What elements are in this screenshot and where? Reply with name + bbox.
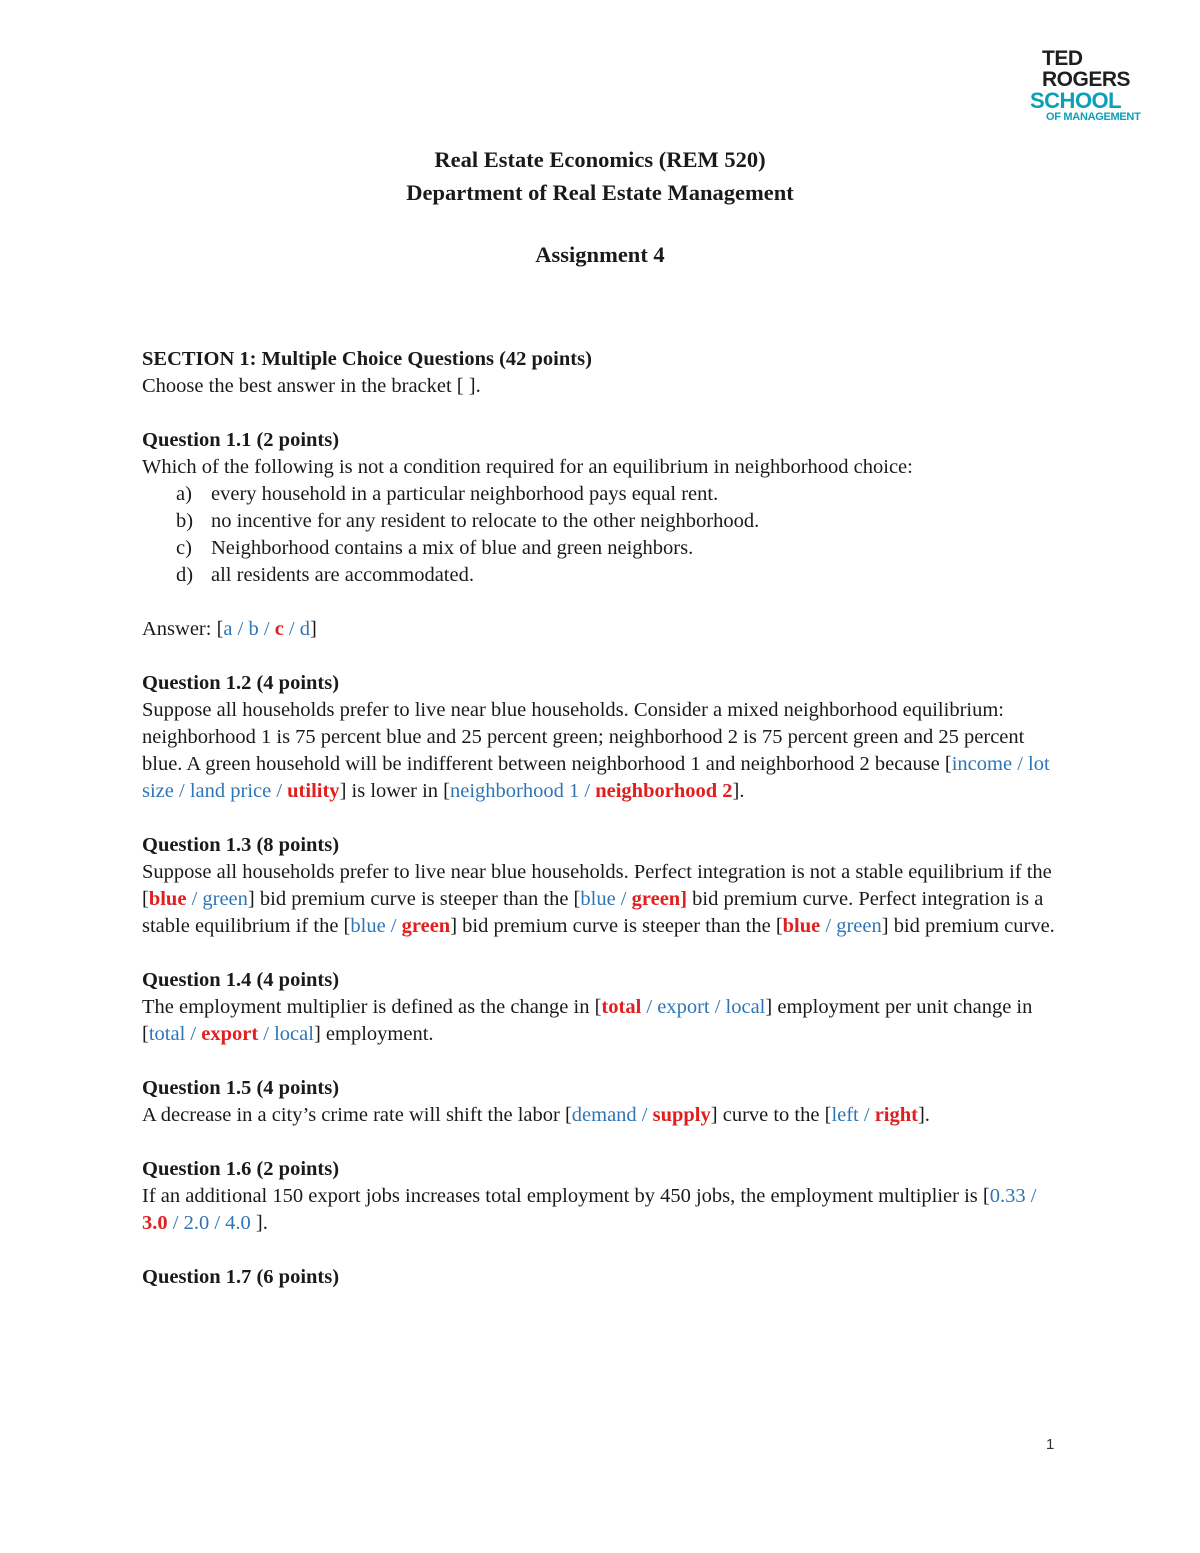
section-instructions: Choose the best answer in the bracket [ ]. [142, 375, 481, 397]
answer-text: supply [652, 1104, 711, 1126]
question-1-2-title: Question 1.2 (4 points) [142, 672, 340, 694]
options-text: / local [258, 1023, 314, 1045]
assignment-title: Assignment 4 [535, 242, 665, 267]
option-label: a) [176, 483, 192, 505]
question-1-6-title: Question 1.6 (2 points) [142, 1158, 340, 1180]
separator: / [232, 618, 249, 640]
options-text: demand / [571, 1104, 653, 1126]
answer-text: right [874, 1104, 918, 1126]
options-text: income / lot size / land price / [142, 753, 1050, 802]
question-text: ] bid premium curve. [881, 915, 1055, 937]
question-text: bid premium curve. Perfect integration is a stable equilibrium if the [ [142, 888, 1044, 937]
answer-text: green] [631, 888, 688, 910]
question-text: ]. [250, 1212, 268, 1234]
school-logo [1030, 48, 1142, 123]
answer-text: export [201, 1023, 259, 1045]
question-text: The employment multiplier is defined as the change in [ [142, 996, 602, 1018]
options-text: neighborhood 1 / [450, 780, 596, 802]
question-text: ] employment per unit change in [ [142, 996, 1033, 1045]
section-heading: SECTION 1: Multiple Choice Questions (42 points) [142, 348, 592, 370]
question-text: ] curve to the [ [710, 1104, 832, 1126]
question-1-7-title: Question 1.7 (6 points) [142, 1266, 340, 1288]
option-label: b) [176, 510, 194, 532]
answer-text: utility [287, 780, 340, 802]
answer-text: neighborhood 2 [595, 780, 733, 802]
logo-line-ted: TED [1042, 47, 1083, 70]
logo-line-rogers: ROGERS [1042, 68, 1131, 91]
question-text: ] employment. [313, 1023, 434, 1045]
options-text: blue / [350, 915, 402, 937]
question-1-1-options [142, 481, 1062, 589]
question-1-1-answer [142, 616, 1062, 643]
choice-c-correct: c [274, 618, 284, 640]
question-1-4-title: Question 1.4 (4 points) [142, 969, 340, 991]
options-text: left / [831, 1104, 875, 1126]
answer-text: 3.0 [142, 1212, 168, 1234]
question-text: ] is lower in [ [339, 780, 451, 802]
question-1-3-title: Question 1.3 (8 points) [142, 834, 340, 856]
option-b [142, 508, 1062, 535]
choice-b: b [248, 618, 259, 640]
option-text: all residents are accommodated. [211, 564, 474, 586]
title-block [0, 143, 1200, 271]
option-c [142, 535, 1062, 562]
option-label: d) [176, 564, 194, 586]
question-1-3-body [142, 859, 1062, 940]
option-label: c) [176, 537, 192, 559]
logo-line-school: SCHOOL [1030, 88, 1122, 113]
option-text: no incentive for any resident to relocate to the other neighborhood. [211, 510, 760, 532]
course-title: Real Estate Economics (REM 520) [434, 147, 766, 172]
separator: / [258, 618, 275, 640]
question-1-4-body [142, 994, 1062, 1048]
options-text: / 2.0 / 4.0 [167, 1212, 251, 1234]
answer-text: green [401, 915, 451, 937]
question-text: Suppose all households prefer to live near blue households. Consider a mixed neighborhood equilibrium: neighborhood 1 is 75 percent blue and 25 percent green; neighborhood 2 is 75 percent green and 25 percent blue. A green household will be indifferent between neighborhood 1 and neighborhood 2 because [ [142, 699, 1025, 775]
answer-text: blue [148, 888, 187, 910]
question-text: ]. [917, 1104, 930, 1126]
option-a [142, 481, 1062, 508]
question-text: ] bid premium curve is steeper than the [ [247, 888, 581, 910]
options-text: 0.33 / [989, 1185, 1037, 1207]
options-text: blue / [580, 888, 632, 910]
choice-d: d [299, 618, 310, 640]
question-1-1-stem: Which of the following is not a condition required for an equilibrium in neighborhood choice: [142, 456, 913, 478]
answer-prefix: Answer: [ [142, 618, 224, 640]
options-text: total / [148, 1023, 202, 1045]
document-body [142, 346, 1062, 1291]
options-text: / green [186, 888, 248, 910]
option-text: every household in a particular neighborhood pays equal rent. [211, 483, 719, 505]
separator: / [283, 618, 300, 640]
question-text: ] bid premium curve is steeper than the [ [450, 915, 783, 937]
answer-text: blue [782, 915, 821, 937]
question-text: Suppose all households prefer to live near blue households. Perfect integration is not a stable equilibrium if the [ [142, 861, 1052, 910]
answer-text: total [601, 996, 642, 1018]
choice-a: a [223, 618, 233, 640]
options-text: / export / local [641, 996, 766, 1018]
option-d [142, 562, 1062, 589]
question-1-5-body [142, 1102, 1062, 1129]
page-number: 1 [1046, 1436, 1055, 1453]
department-title: Department of Real Estate Management [406, 180, 794, 205]
question-1-1-title: Question 1.1 (2 points) [142, 429, 340, 451]
question-1-2-body [142, 697, 1062, 805]
option-text: Neighborhood contains a mix of blue and green neighbors. [211, 537, 694, 559]
question-text: ]. [732, 780, 745, 802]
question-1-6-body [142, 1183, 1062, 1237]
question-text: If an additional 150 export jobs increases total employment by 450 jobs, the employment multiplier is [ [142, 1185, 990, 1207]
question-text: A decrease in a city’s crime rate will shift the labor [ [142, 1104, 572, 1126]
answer-close: ] [310, 618, 317, 640]
options-text: / green [820, 915, 882, 937]
question-1-5-title: Question 1.5 (4 points) [142, 1077, 340, 1099]
logo-line-management: OF MANAGEMENT [1046, 111, 1141, 123]
